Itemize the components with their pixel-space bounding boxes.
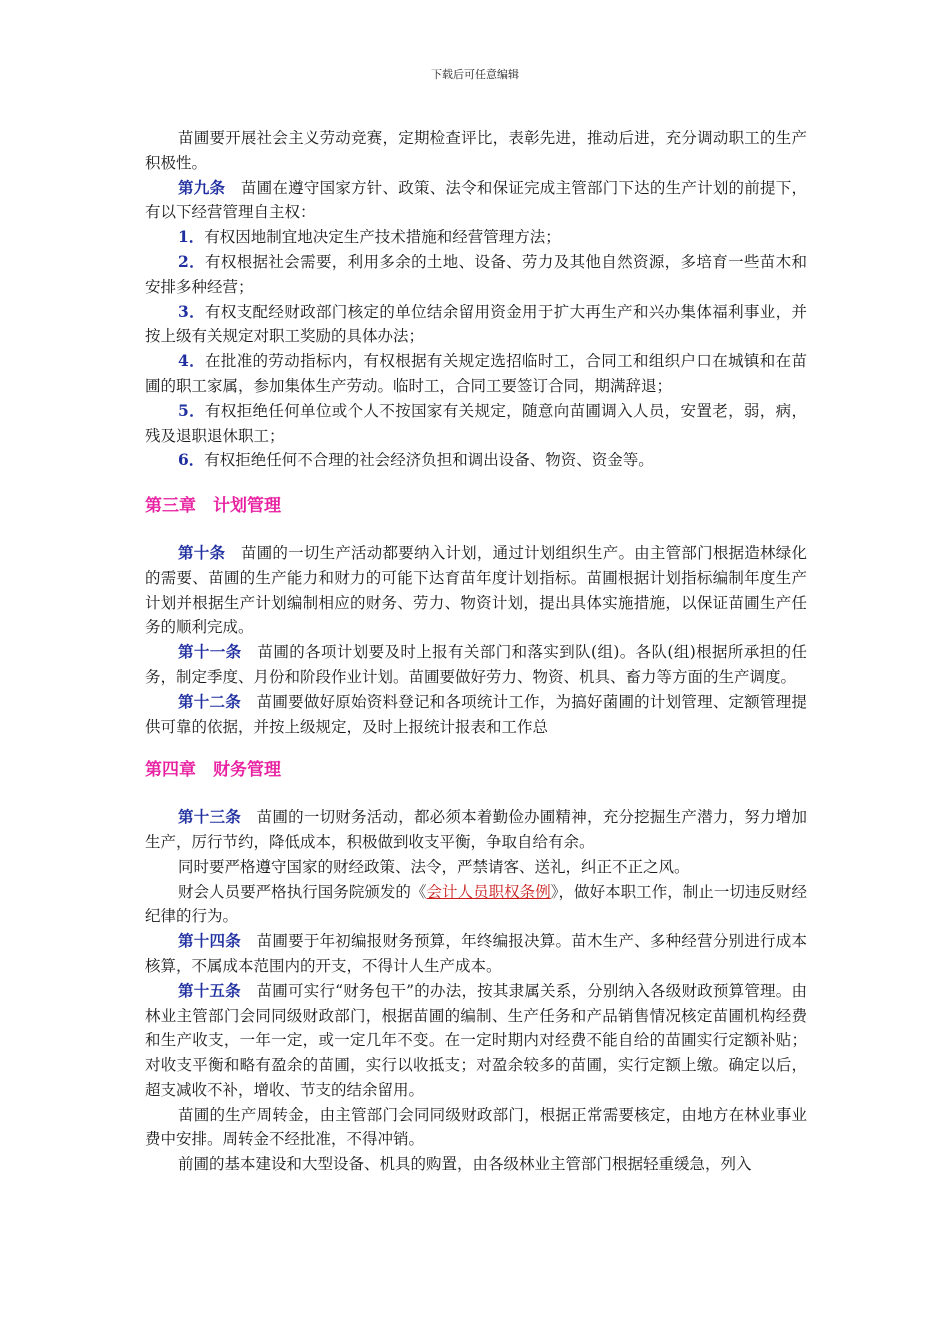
article-13 (145, 805, 807, 855)
list-item (145, 448, 807, 473)
item-number: 4． (178, 351, 205, 371)
list-item (145, 349, 807, 399)
article-label: 第九条 (178, 177, 226, 197)
article-label: 第十二条 (178, 691, 241, 711)
item-text: 有权支配经财政部门核定的单位结余留用资金用于扩大再生产和兴办集体福利事业，并按上级有关规定对职工奖励的具体办法； (145, 302, 807, 346)
article-11 (145, 640, 807, 690)
paragraph: 同时要严格遵守国家的财经政策、法令，严禁请客、送礼，纠正不正之风。 (178, 857, 690, 876)
item-number: 5． (178, 400, 205, 420)
text: 》，做好本职工作，制止一切违反财经纪律的行为。 (145, 882, 807, 926)
article-label: 第十五条 (178, 980, 241, 1000)
article-label: 第十三条 (178, 807, 241, 827)
article-text: 苗圃的各项计划要及时上报有关部门和落实到队(组)。各队(组)根据所承担的任务，制定季度、月份和阶段作业计划。苗圃要做好劳力、物资、机具、畜力等方面的生产调度。 (145, 643, 807, 686)
item-text: 有权拒绝任何单位或个人不按国家有关规定，随意向苗圃调入人员，安置老，弱，病，残及退职退休职工； (145, 401, 807, 445)
text: 财会人员要严格执行国务院颁发的《 (178, 882, 427, 901)
article-text: 苗圃在遵守国家方针、政策、法令和保证完成主管部门下达的生产计划的前提下，有以下经营管理自主权： (145, 178, 807, 222)
paragraph: 苗圃的生产周转金，由主管部门会同同级财政部门，根据正常需要核定，由地方在林业事业费中安排。周转金不经批准，不得冲销。 (145, 1105, 807, 1149)
chapter-heading: 第三章 计划管理 (145, 496, 281, 517)
article-text: 苗圃要做好原始资料登记和各项统计工作，为搞好菌圃的计划管理、定额管理提供可靠的依据，并按上级规定，及时上报统计报表和工作总 (145, 692, 807, 736)
list-item (145, 250, 807, 300)
regulation-link[interactable]: 会计人员职权条例 (426, 882, 551, 901)
chapter-heading: 第四章 财务管理 (145, 760, 281, 781)
item-number: 1． (178, 227, 205, 247)
article-9 (145, 176, 807, 226)
article-label: 第十一条 (178, 642, 242, 662)
article-text: 苗圃可实行“财务包干”的办法，按其隶属关系，分别纳入各级财政预算管理。由林业主管部门会同同级财政部门，根据苗圃的编制、生产任务和产品销售情况核定苗圃机构经费和生产收支，一年一定，或一定几年不变。在一定时期内对经费不能自给的苗圃实行定额补贴；对收支平衡和略有盈余的苗圃，实行以收抵支；对盈余较多的苗圃，实行定额上缴。确定以后，超支减收不补，增收、节支的结余留用。 (145, 981, 807, 1099)
paragraph (145, 880, 807, 930)
item-text: 在批准的劳动指标内，有权根据有关规定选招临时工，合同工和组织户口在城镇和在苗圃的职工家属，参加集体生产劳动。临时工，合同工要签订合同，期满辞退； (145, 352, 807, 395)
article-text: 苗圃的一切生产活动都要纳入计划，通过计划组织生产。由主管部门根据造林绿化的需要、苗圃的生产能力和财力的可能下达育苗年度计划指标。苗圃根据计划指标编制年度生产计划并根据生产计划编制相应的财务、劳力、物资计划，提出具体实施措施，以保证苗圃生产任务的顺利完成。 (145, 543, 807, 637)
item-text: 有权因地制宜地决定生产技术措施和经营管理方法； (204, 228, 561, 247)
article-text: 苗圃的一切财务活动，都必须本着勤俭办圃精神，充分挖掘生产潜力，努力增加生产，厉行节约，降低成本，积极做到收支平衡，争取自给有余。 (145, 808, 807, 851)
document-body (145, 126, 807, 1177)
article-14 (145, 929, 807, 979)
article-12 (145, 690, 807, 740)
article-10 (145, 541, 807, 640)
list-item (145, 300, 807, 350)
item-text: 有权根据社会需要，利用多余的土地、设备、劳力及其他自然资源，多培育一些苗木和安排多种经营； (145, 252, 807, 296)
article-label: 第十四条 (178, 931, 241, 951)
article-text: 苗圃要于年初编报财务预算，年终编报决算。苗木生产、多种经营分别进行成本核算，不属成本范围内的开支，不得计人生产成本。 (145, 932, 807, 975)
paragraph: 苗圃要开展社会主义劳动竞赛，定期检查评比，表彰先进，推动后进，充分调动职工的生产积极性。 (145, 129, 807, 172)
article-15 (145, 979, 807, 1103)
item-number: 3． (178, 301, 205, 321)
list-item (145, 225, 807, 250)
paragraph: 前圃的基本建设和大型设备、机具的购置，由各级林业主管部门根据轻重缓急，列入 (178, 1155, 752, 1174)
item-text: 有权拒绝任何不合理的社会经济负担和调出设备、物资、资金等。 (204, 451, 654, 470)
page-header: 下载后可任意编辑 (431, 68, 519, 81)
list-item (145, 399, 807, 449)
item-number: 2． (178, 251, 205, 271)
item-number: 6． (178, 450, 205, 470)
article-label: 第十条 (178, 542, 226, 562)
